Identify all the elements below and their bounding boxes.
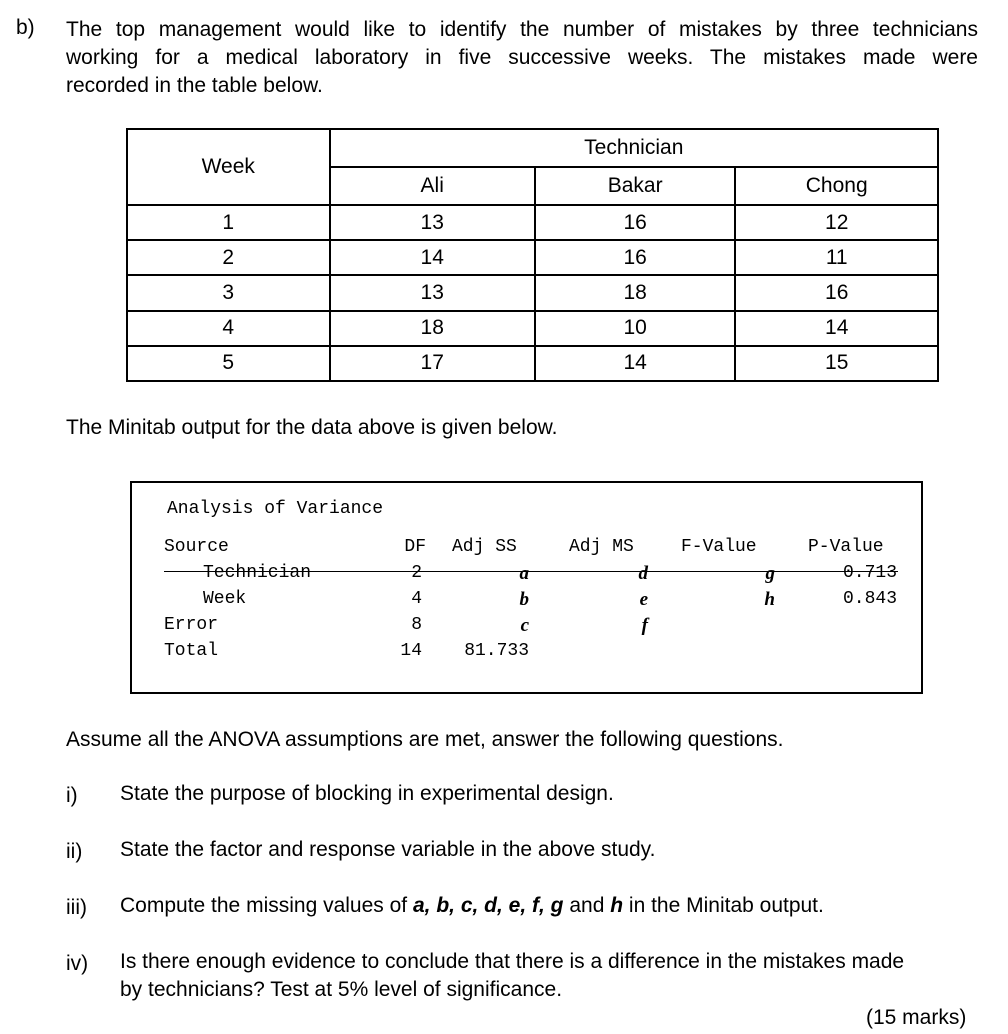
subq-line-2: by technicians? Test at 5% level of significance. (120, 978, 563, 1001)
subq-last-letter: h (610, 894, 624, 917)
row-p: 0.843 (842, 589, 897, 609)
subq-number: i) (66, 784, 78, 807)
marks: (15 marks) (866, 1006, 967, 1029)
value-cell: 10 (535, 311, 736, 346)
value-cell: 18 (330, 311, 535, 346)
row-ms: e (639, 589, 648, 610)
week-cell: 2 (127, 240, 330, 275)
value-cell: 16 (535, 205, 736, 240)
week-cell: 4 (127, 311, 330, 346)
intro-line-3: recorded in the table below. (66, 74, 323, 97)
row-df: 14 (400, 641, 422, 661)
subq-text-middle: and (563, 894, 611, 917)
header-df: DF (404, 537, 426, 557)
minitab-output (130, 481, 923, 694)
value-cell: 14 (735, 311, 938, 346)
subq-text (120, 892, 824, 920)
header-adj-ss: Adj SS (452, 537, 517, 557)
subq-letters: a, b, c, d, e, f, g (412, 894, 564, 917)
value-cell: 12 (735, 205, 938, 240)
row-ms: d (638, 563, 648, 584)
subq-line-1: Is there enough evidence to conclude that there is a difference in the mistakes made (120, 950, 905, 973)
header-f-value: F-Value (681, 537, 757, 557)
intro-line-2: working for a medical laboratory in five successive weeks. The mistakes made were (66, 46, 978, 69)
week-cell: 3 (127, 275, 330, 310)
assumption-text: Assume all the ANOVA assumptions are met, answer the following questions. (66, 728, 784, 751)
subq-text: State the factor and response variable in the above study. (120, 838, 656, 861)
intro-line-1: The top management would like to identify the number of mistakes by three technicians (66, 18, 978, 41)
value-cell: 11 (735, 240, 938, 275)
row-df: 8 (411, 615, 422, 635)
row-ss: 81.733 (464, 641, 529, 661)
mistakes-table (126, 128, 939, 382)
table-row (127, 346, 938, 381)
value-cell: 14 (535, 346, 736, 381)
subq-text-after: in the Minitab output. (623, 894, 824, 917)
question-intro (66, 16, 978, 100)
header-source: Source (164, 537, 229, 557)
technician-header: Ali (330, 167, 535, 205)
row-ss: c (520, 615, 529, 636)
technician-group-header: Technician (330, 129, 938, 167)
table-row (127, 205, 938, 240)
minitab-intro: The Minitab output for the data above is given below. (66, 416, 558, 439)
row-source: Error (164, 615, 219, 635)
table-row (127, 240, 938, 275)
technician-header: Bakar (535, 167, 736, 205)
value-cell: 15 (735, 346, 938, 381)
row-ss: b (519, 589, 529, 610)
value-cell: 18 (535, 275, 736, 310)
row-source: Total (164, 641, 219, 661)
table-row (127, 311, 938, 346)
value-cell: 16 (535, 240, 736, 275)
row-ms: f (641, 615, 648, 636)
subq-number: iii) (66, 896, 87, 919)
table-row (127, 275, 938, 310)
value-cell: 13 (330, 205, 535, 240)
row-p: 0.713 (842, 563, 897, 583)
row-f: g (765, 563, 775, 584)
subq-number: iv) (66, 952, 89, 975)
row-source: Week (203, 589, 247, 609)
week-cell: 1 (127, 205, 330, 240)
value-cell: 16 (735, 275, 938, 310)
value-cell: 17 (330, 346, 535, 381)
value-cell: 13 (330, 275, 535, 310)
header-adj-ms: Adj MS (569, 537, 634, 557)
question-label: b) (16, 16, 35, 39)
anova-title: Analysis of Variance (167, 499, 384, 519)
value-cell: 14 (330, 240, 535, 275)
row-f: h (764, 589, 775, 610)
technician-header: Chong (735, 167, 938, 205)
subq-text (120, 948, 980, 1004)
week-header: Week (127, 129, 330, 205)
row-source: Technician (203, 563, 312, 583)
subq-number: ii) (66, 840, 83, 863)
header-p-value: P-Value (808, 537, 884, 557)
row-df: 4 (411, 589, 422, 609)
subq-text-before: Compute the missing values of (120, 894, 413, 917)
row-df: 2 (411, 563, 422, 583)
week-cell: 5 (127, 346, 330, 381)
row-ss: a (519, 563, 529, 584)
subq-text: State the purpose of blocking in experimental design. (120, 782, 614, 805)
